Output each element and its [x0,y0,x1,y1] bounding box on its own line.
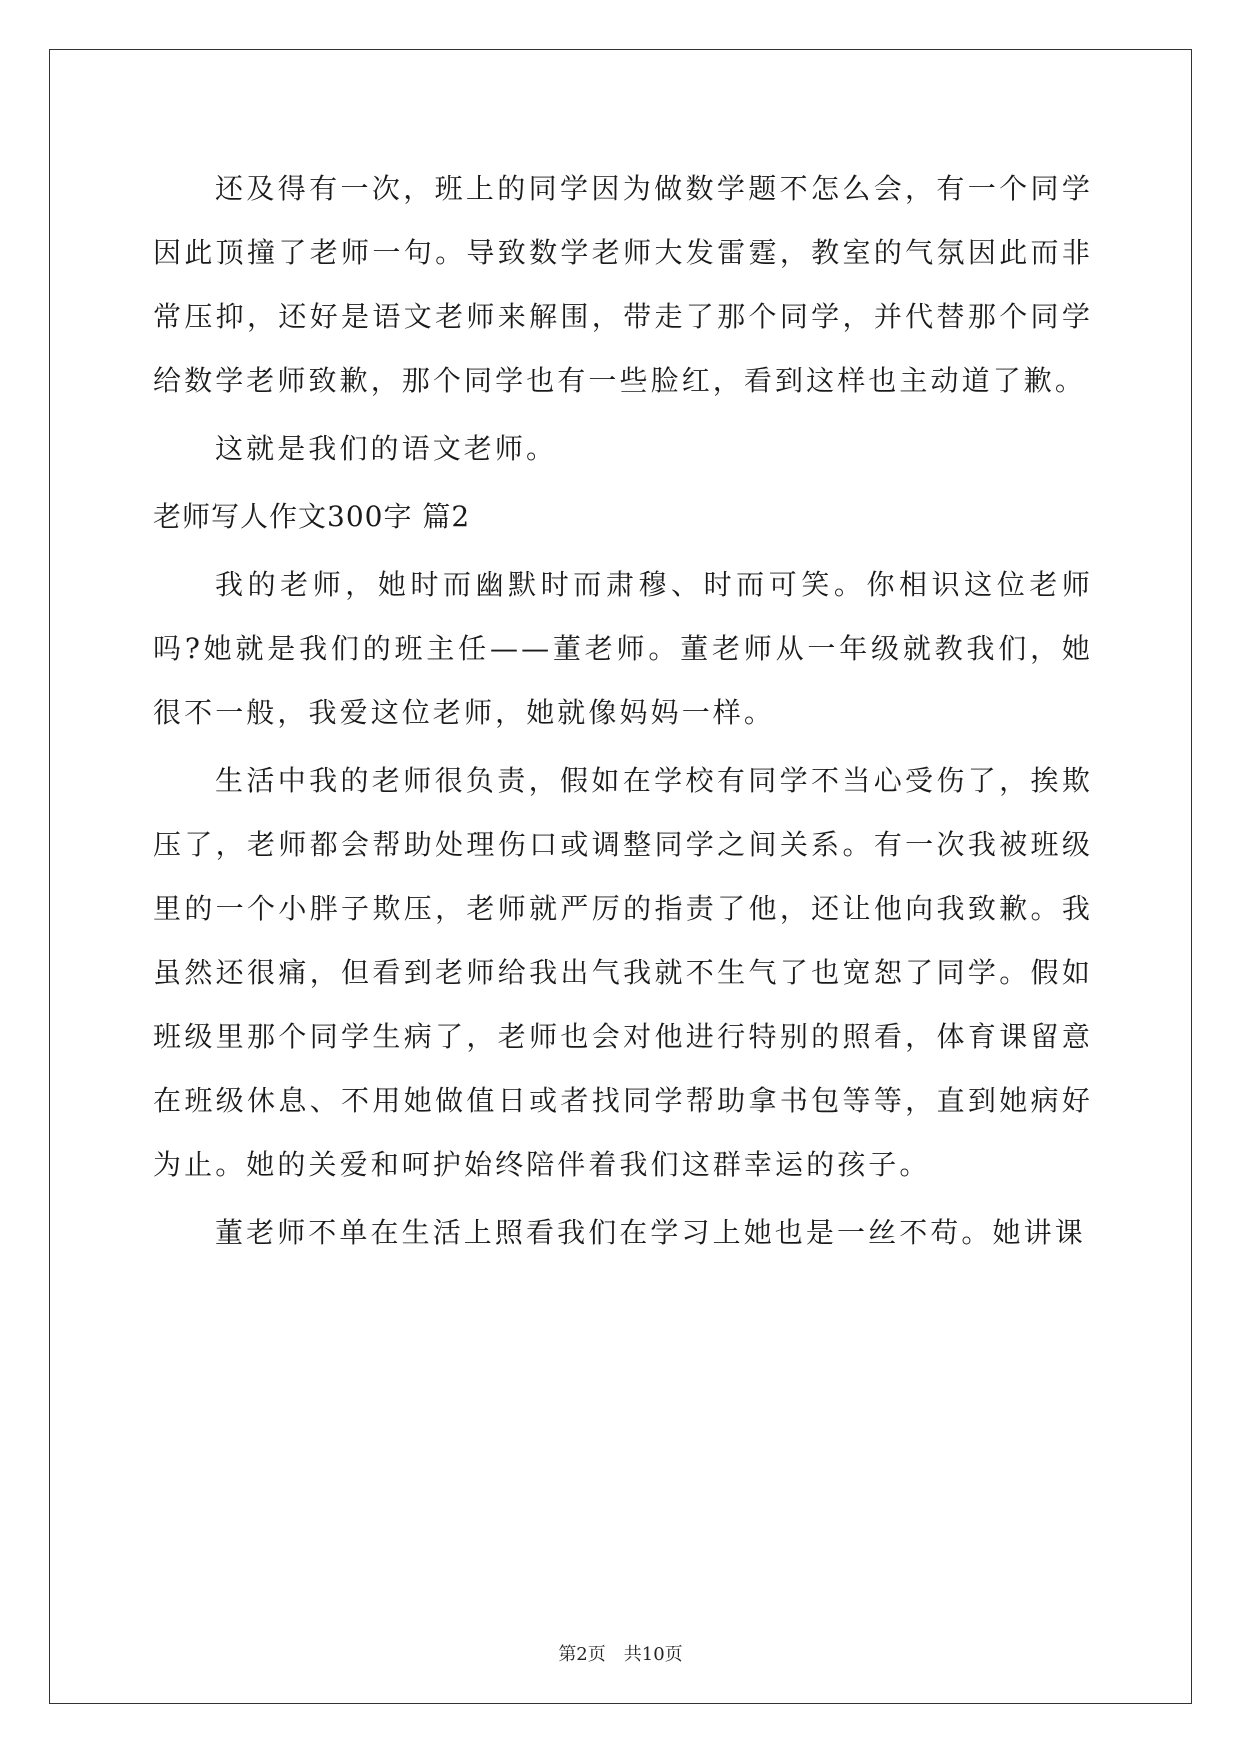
page-total: 共10页 [623,1644,683,1665]
paragraph-1: 还及得有一次，班上的同学因为做数学题不怎么会，有一个同学因此顶撞了老师一句。导致数学老师大发雷霆，教室的气氛因此而非常压抑，还好是语文老师来解围，带走了那个同学，并代替那个同学给数学老师致歉，那个同学也有一些脸红，看到这样也主动道了歉。 [153,172,1093,397]
section-heading: 老师写人作文300字 篇2 [153,500,471,533]
paragraph-5: 董老师不单在生活上照看我们在学习上她也是一丝不苟。她讲课 [215,1216,1086,1249]
paragraph-4: 生活中我的老师很负责，假如在学校有同学不当心受伤了，挨欺压了，老师都会帮助处理伤口或调整同学之间关系。有一次我被班级里的一个小胖子欺压，老师就严厉的指责了他，还让他向我致歉。我虽然还很痛，但看到老师给我出气我就不生气了也宽恕了同学。假如班级里那个同学生病了，老师也会对他进行特别的照看，体育课留意在班级休息、不用她做值日或者找同学帮助拿书包等等，直到她病好为止。她的关爱和呵护始终陪伴着我们这群幸运的孩子。 [153,764,1093,1181]
page-number: 第2页 [558,1644,606,1665]
page-footer [0,1640,1241,1666]
paragraph-3: 我的老师，她时而幽默时而肃穆、时而可笑。你相识这位老师吗?她就是我们的班主任——董老师。董老师从一年级就教我们，她很不一般，我爱这位老师，她就像妈妈一样。 [153,568,1093,729]
document-body [153,157,1093,1269]
paragraph-2: 这就是我们的语文老师。 [215,432,558,465]
